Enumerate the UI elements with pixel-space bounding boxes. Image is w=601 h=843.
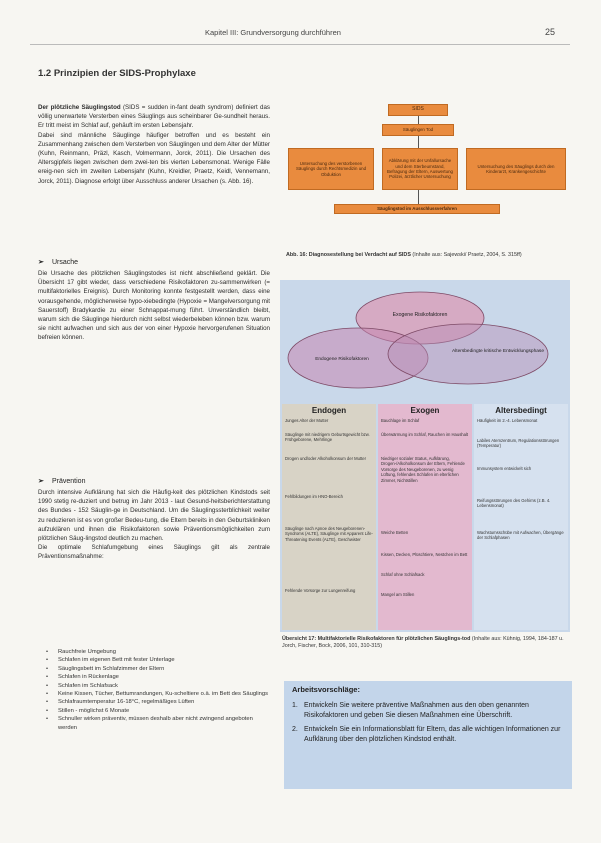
flow-connector xyxy=(418,136,419,148)
figure-17-caption-source: (Inhalte aus: Kühnig, 1994, 184-187 u. Jorch, Fischer, Bock, 2006, 101, 310-315) xyxy=(282,636,564,649)
arbeitsvorschlaege-box xyxy=(284,681,572,789)
list-item: • Säuglingsbett im Schlafzimmer der Eltern xyxy=(46,665,272,673)
item-text: Entwickeln Sie ein Informationsblatt für Eltern, das alle wichtigen Informationen zur Aufklärung über den plötzlichen Kindstod enthält. xyxy=(304,725,561,744)
intro-text: (SIDS = sudden in-fant death syndrom) definiert das völlig unerwartete Versterben eines Säuglings aus scheinbarer Ge-sundheit heraus. Er tritt meist im Schlaf auf, gehäuft im ersten Lebensjahr. xyxy=(38,104,270,130)
flow-box-middle: Abklärung mit der Unfallursache und dem Sterbeumstand, Befragung der Eltern, Auswertung Polizei, ärztlicher Untersuchung xyxy=(382,148,458,190)
list-item: • Schlafen in Rückenlage xyxy=(46,673,272,681)
praevention-text: Durch intensive Aufklärung hat sich die Häufig-keit des plötzlichen Kindstods seit 1990 stetig re-duziert und betrug im Jahr 2013 - laut Gesund-heitsberichterstattung des Bundes - 152 Säuglin-ge in Deutschland. Um die Säuglingssterblichkeit weiter zu reduzieren ist es von großer Bedeu-tung, die Eltern bereits in den Geburtskliniken aufzuklären und ihnen die Risikofaktoren sowie Präventionsmöglichkeiten zum plötzlichen Säug-lingstod deutlich zu machen. xyxy=(38,489,270,543)
arrow-icon: ➢ xyxy=(38,478,44,485)
running-title: Kapitel III: Grundversorgung durchführen xyxy=(205,28,341,37)
flow-box-second: Säuglingen Tod xyxy=(382,124,454,136)
figure-17-caption-bold: Übersicht 17: Multifaktorielle Risikofaktoren für plötzlichen Säuglings-tod xyxy=(282,636,471,642)
table-cell: Häufigkeit im 2.-4. Lebensmonat xyxy=(477,418,538,423)
intro-paragraph-2: Dabei sind männliche Säuglinge häufiger betroffen und es besteht ein Zusammenhang zwischen dem Versterben von Säuglingen und dem Alter der Mütter (Kuhn, Reinmann, Präzl, Kasch, Volmermann, Jorck, 2011). Die Ursachen des Altersgipfels liegen zwischen dem zwei-ten bis vierten Lebensmonat. Wenige Fälle ereig-nen sich im zweiten Lebensjahr (Kuhn, Kreidler, Praetz, Keidl, Vennemann, Jorck, 2011). Diagnose erfolgt über Ausschluss anderer Ursachen (s. Abb. 16). xyxy=(38,131,270,185)
praevention-text-2: Die optimale Schlafumgebung eines Säuglings gilt als zentrale Präventionsmaßnahme: xyxy=(38,544,270,561)
table-cell: Mangel am Stillen xyxy=(381,592,415,597)
item-number: 1. xyxy=(292,702,298,709)
table-cell: Überwärmung im Schlaf, Rauchen im Haushalt xyxy=(381,432,469,437)
table-cell: Fehlbildungen im HNO-Bereich xyxy=(285,494,343,499)
table-cell: Labiles Atemzentrum, Regulationsstörungen (Temperatur) xyxy=(477,438,560,449)
flow-box-left: Untersuchung des verstorbenen Säuglings durch Rechtsmedizin und Obduktion xyxy=(288,148,374,190)
item-text: Entwickeln Sie weitere präventive Maßnahmen aus den oben genannten Risikofaktoren und geben Sie diesen Maßnahmen eine Überschrift. xyxy=(304,702,529,720)
ursache-heading xyxy=(38,258,78,267)
flow-box-right: Untersuchung des Säuglings durch den Kinderarzt, Krankengeschichte xyxy=(466,148,566,190)
table-cell: Wachstumsschübe mit Aufwachen, Übergänge der Schlafphasen xyxy=(477,530,564,541)
praevention-heading xyxy=(38,477,85,486)
venn-label-right: Altersbedingte kritische Entwicklungsphase xyxy=(452,349,544,354)
ursache-paragraph: Die Ursache des plötzlichen Säuglingstodes ist nicht abschließend geklärt. Die Übersicht 17 gibt wieder, dass verschiedene Risikofaktoren zu-sammenwirken (= multifaktorielles Ereignis). Durch Monitoring konnte festgestellt werden, dass eine vorausgehende, möglicherweise hypo-xiebedingte (Hypoxie = Mangelversorgung mit Sauerstoff) Bradykardie zu einer Schnappat-mung führt. Unverständlich bleibt, warum sich die Säuglinge hierdurch nicht selbst wiederbeleben können bzw. warum sie nicht aufwachen und sich aus der von einer Hypoxie hervorgerufenen Situation befreien können. xyxy=(38,270,270,342)
list-item: • Rauchfreie Umgebung xyxy=(46,648,272,656)
column-title-endogen: Endogen xyxy=(311,406,347,415)
venn-diagram xyxy=(280,280,570,400)
figure-17-diagram xyxy=(280,280,570,632)
figure-17-caption xyxy=(282,636,572,650)
table-cell: Drogen und/oder Alkoholkonsum der Mutter xyxy=(285,456,367,461)
section-heading: 1.2 Prinzipien der SIDS-Prophylaxe xyxy=(38,68,196,79)
list-item: • Keine Kissen, Tücher, Bettumrandungen, Ku-scheltiere o.ä. im Bett des Säuglings xyxy=(46,690,272,698)
arbeitsvorschlaege-heading: Arbeitsvorschläge: xyxy=(292,685,360,694)
venn-label-top: Exogene Risikofaktoren xyxy=(392,312,448,318)
flow-connector xyxy=(418,116,419,124)
table-cell: Bauchlage im Schlaf xyxy=(381,418,420,423)
list-item xyxy=(292,725,564,746)
praevention-paragraph xyxy=(38,488,270,562)
table-cell: Fehlende Vorsorge zur Lungenreifung xyxy=(285,588,356,593)
arrow-icon: ➢ xyxy=(38,259,44,266)
intro-lead: Der plötzliche Säuglingstod xyxy=(38,104,121,111)
column-exogen xyxy=(378,404,472,630)
list-item: • Schnuller wirken präventiv, müssen deshalb aber nicht zwingend angeboten werden xyxy=(46,715,272,732)
prevention-list xyxy=(46,648,272,732)
column-title-exogen: Exogen xyxy=(410,406,440,415)
list-item: • Schlafen im Schlafsack xyxy=(46,682,272,690)
item-number: 2. xyxy=(292,725,298,733)
column-endogen xyxy=(282,404,376,630)
arbeitsvorschlaege-list xyxy=(292,701,564,749)
column-altersbedingt xyxy=(474,404,568,630)
figure-16-caption-bold: Abb. 16: Diagnosestellung bei Verdacht auf SIDS xyxy=(286,252,411,258)
page-number: 25 xyxy=(545,27,556,37)
table-cell: Reifungsstörungen des Gehirns (z.B. 4. Lebensmonat) xyxy=(477,498,551,509)
list-item xyxy=(292,701,564,722)
list-item: • Stillen - möglichst 6 Monate xyxy=(46,707,272,715)
intro-paragraph xyxy=(38,103,270,186)
table-cell: Niedriger sozialer Status, Aufklärung, Drogen-/Alkoholkonsum der Eltern, Fehlende Vorsorge des Neugeborenen, zu wenig Lüftung, fehlendes Schlafen im elterlichen Zimmer, Nichtstillen xyxy=(381,456,465,483)
table-cell: Junges Alter der Mutter xyxy=(285,418,329,423)
table-cell: Säuglinge mit niedrigem Geburtsgewicht bzw. Frühgeborene, Mehrlinge xyxy=(285,432,370,443)
table-cell: Immunsystem entwickelt sich xyxy=(477,466,532,471)
list-item: • Schlafen im eigenen Bett mit fester Unterlage xyxy=(46,656,272,664)
flow-box-top: SIDS xyxy=(388,104,448,116)
venn-alter-ellipse xyxy=(388,324,548,384)
ursache-heading-text: Ursache xyxy=(52,259,79,266)
praevention-heading-text: Prävention xyxy=(52,478,86,485)
table-cell: Säuglinge nach Apnoe des Neugeborenen-Syndroms (ALTE), Säuglinge mit Apparent Life-Threatening Events (ALTE), Geschwister xyxy=(285,526,373,542)
flow-box-bottom: Säuglingstod im Ausschlussverfahren xyxy=(334,204,500,214)
flow-connector xyxy=(418,190,419,204)
column-title-altersbedingt: Altersbedingt xyxy=(495,406,547,415)
figure-16-caption xyxy=(286,252,570,259)
figure-16-diagram xyxy=(284,100,576,250)
table-cell: Kissen, Decken, Plüschtiere, Nestchen im Bett xyxy=(381,552,468,557)
figure-16-caption-source: (Inhalte aus: Sajewski/ Praetz, 2004, S. 315ff) xyxy=(410,252,522,258)
list-item: • Schlafraumtemperatur 16-18°C, regelmäßiges Lüften xyxy=(46,698,272,706)
venn-label-left: Endogene Risikofaktoren xyxy=(315,357,369,362)
header-rule xyxy=(30,44,570,45)
table-cell: Schlaf ohne Schlafsack xyxy=(381,572,425,577)
table-cell: Weiche Betten xyxy=(381,530,409,535)
